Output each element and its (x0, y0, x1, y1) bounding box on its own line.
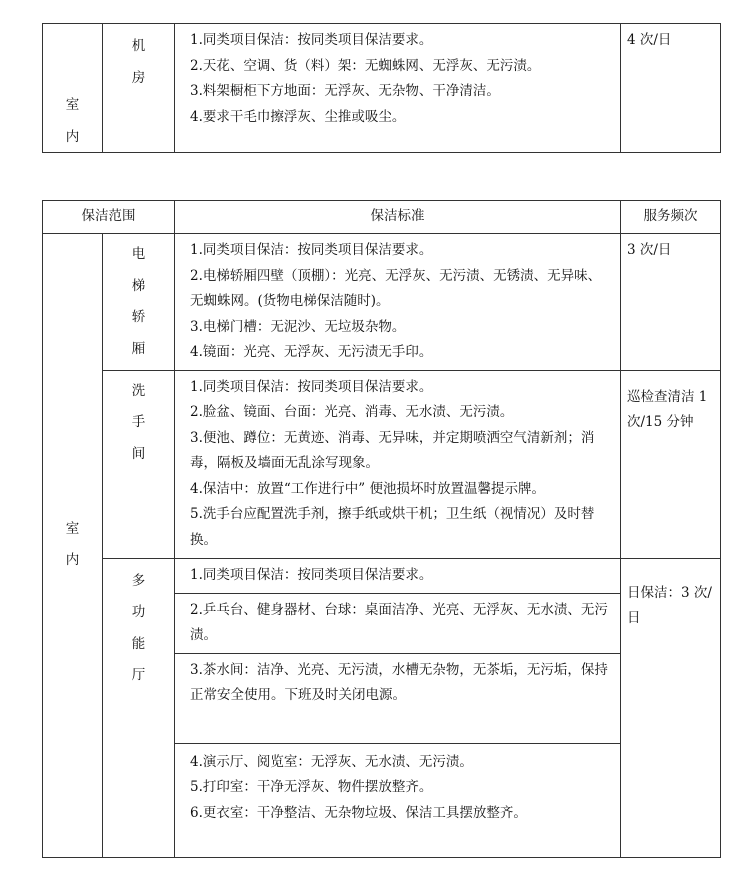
frequency-text: 巡检查清洁 1 次/15 分钟 (627, 388, 708, 430)
sub-area-char: 能 (131, 635, 146, 652)
sub-area-cell (103, 370, 175, 558)
sub-area-char: 梯 (131, 277, 146, 294)
area-char: 室 (65, 520, 80, 537)
frequency-cell (621, 24, 721, 153)
sub-area-char: 间 (131, 445, 146, 462)
standard-cell (175, 558, 621, 593)
standard-cell (175, 593, 621, 653)
standard-item: 4.要求干毛巾擦浮灰、尘推或吸尘。 (190, 108, 406, 125)
standard-item: 2.天花、空调、货（料）架：无蜘蛛网、无浮灰、无污渍。 (190, 57, 541, 74)
sub-area-cell (103, 234, 175, 371)
standard-item: 2.脸盆、镜面、台面：光亮、消毒、无水渍、无污渍。 (190, 404, 514, 420)
sub-area-char: 厅 (131, 667, 146, 683)
standard-item: 3.电梯门槽：无泥沙、无垃圾杂物。 (190, 318, 406, 335)
area-char: 室 (65, 97, 80, 113)
standard-cell (175, 743, 621, 857)
area-cell (43, 24, 103, 153)
area-cell (43, 234, 103, 858)
sub-area-char: 手 (131, 414, 146, 430)
standard-item: 2.电梯轿厢四壁（顶棚）：光亮、无浮灰、无污渍、无锈渍、无异味、无蜘蛛网。(货物电梯保洁随时)。 (190, 267, 602, 309)
standard-item: 4.演示厅、阅览室：无浮灰、无水渍、无污渍。 (190, 753, 473, 770)
standard-item: 1.同类项目保洁：按同类项目保洁要求。 (190, 566, 433, 583)
sub-area-char: 功 (131, 604, 146, 620)
standard-item: 3.便池、蹲位：无黄迹、消毒、无异味，并定期喷洒空气清新剂；消毒，隔板及墙面无乱涂写现象。 (190, 429, 595, 471)
area-char: 内 (65, 552, 80, 569)
standard-item: 5.洗手台应配置洗手剂，擦手纸或烘干机；卫生纸（视情况）及时替换。 (190, 506, 595, 548)
sub-area-cell (103, 558, 175, 857)
table-cleaning-standards (42, 200, 721, 858)
standard-item: 1.同类项目保洁：按同类项目保洁要求。 (190, 32, 433, 48)
header-standard: 保洁标准 (175, 201, 621, 234)
standard-cell (175, 24, 621, 153)
table-machine-room (42, 23, 721, 153)
header-scope: 保洁范围 (43, 201, 175, 234)
area-char: 内 (65, 128, 80, 145)
standard-item: 2.乒乓台、健身器材、台球：桌面洁净、光亮、无浮灰、无水渍、无污渍。 (190, 601, 608, 643)
standard-cell (175, 653, 621, 743)
standard-item: 6.更衣室：干净整洁、无杂物垃圾、保洁工具摆放整齐。 (190, 804, 527, 821)
standard-cell (175, 234, 621, 371)
frequency-text: 3 次/日 (627, 242, 672, 258)
standard-item: 3.料架橱柜下方地面：无浮灰、无杂物、干净清洁。 (190, 83, 500, 99)
sub-area-char: 多 (131, 572, 146, 589)
standard-item: 4.保洁中：放置“工作进行中” 便池损坏时放置温馨提示牌。 (190, 480, 545, 497)
standard-item: 5.打印室：干净无浮灰、物件摆放整齐。 (190, 779, 433, 795)
sub-area-char: 机 (131, 38, 146, 54)
standard-item: 1.同类项目保洁：按同类项目保洁要求。 (190, 378, 433, 395)
standard-item: 4.镜面：光亮、无浮灰、无污渍无手印。 (190, 344, 433, 360)
frequency-cell (621, 370, 721, 558)
standard-cell (175, 370, 621, 558)
sub-area-char: 轿 (131, 309, 146, 325)
standard-item: 3.茶水间：洁净、光亮、无污渍，水槽无杂物，无茶垢，无污垢，保持正常安全使用。下班及时关闭电源。 (190, 661, 608, 703)
sub-area-char: 电 (131, 246, 146, 262)
frequency-cell (621, 234, 721, 371)
sub-area-char: 洗 (131, 382, 146, 399)
standard-item: 1.同类项目保洁：按同类项目保洁要求。 (190, 242, 433, 258)
frequency-text: 日保洁：3 次/日 (627, 584, 712, 626)
sub-area-cell (103, 24, 175, 153)
header-frequency: 服务频次 (621, 201, 721, 234)
sub-area-char: 厢 (131, 340, 146, 357)
sub-area-char: 房 (131, 69, 146, 86)
frequency-text: 4 次/日 (627, 32, 672, 48)
frequency-cell (621, 558, 721, 857)
